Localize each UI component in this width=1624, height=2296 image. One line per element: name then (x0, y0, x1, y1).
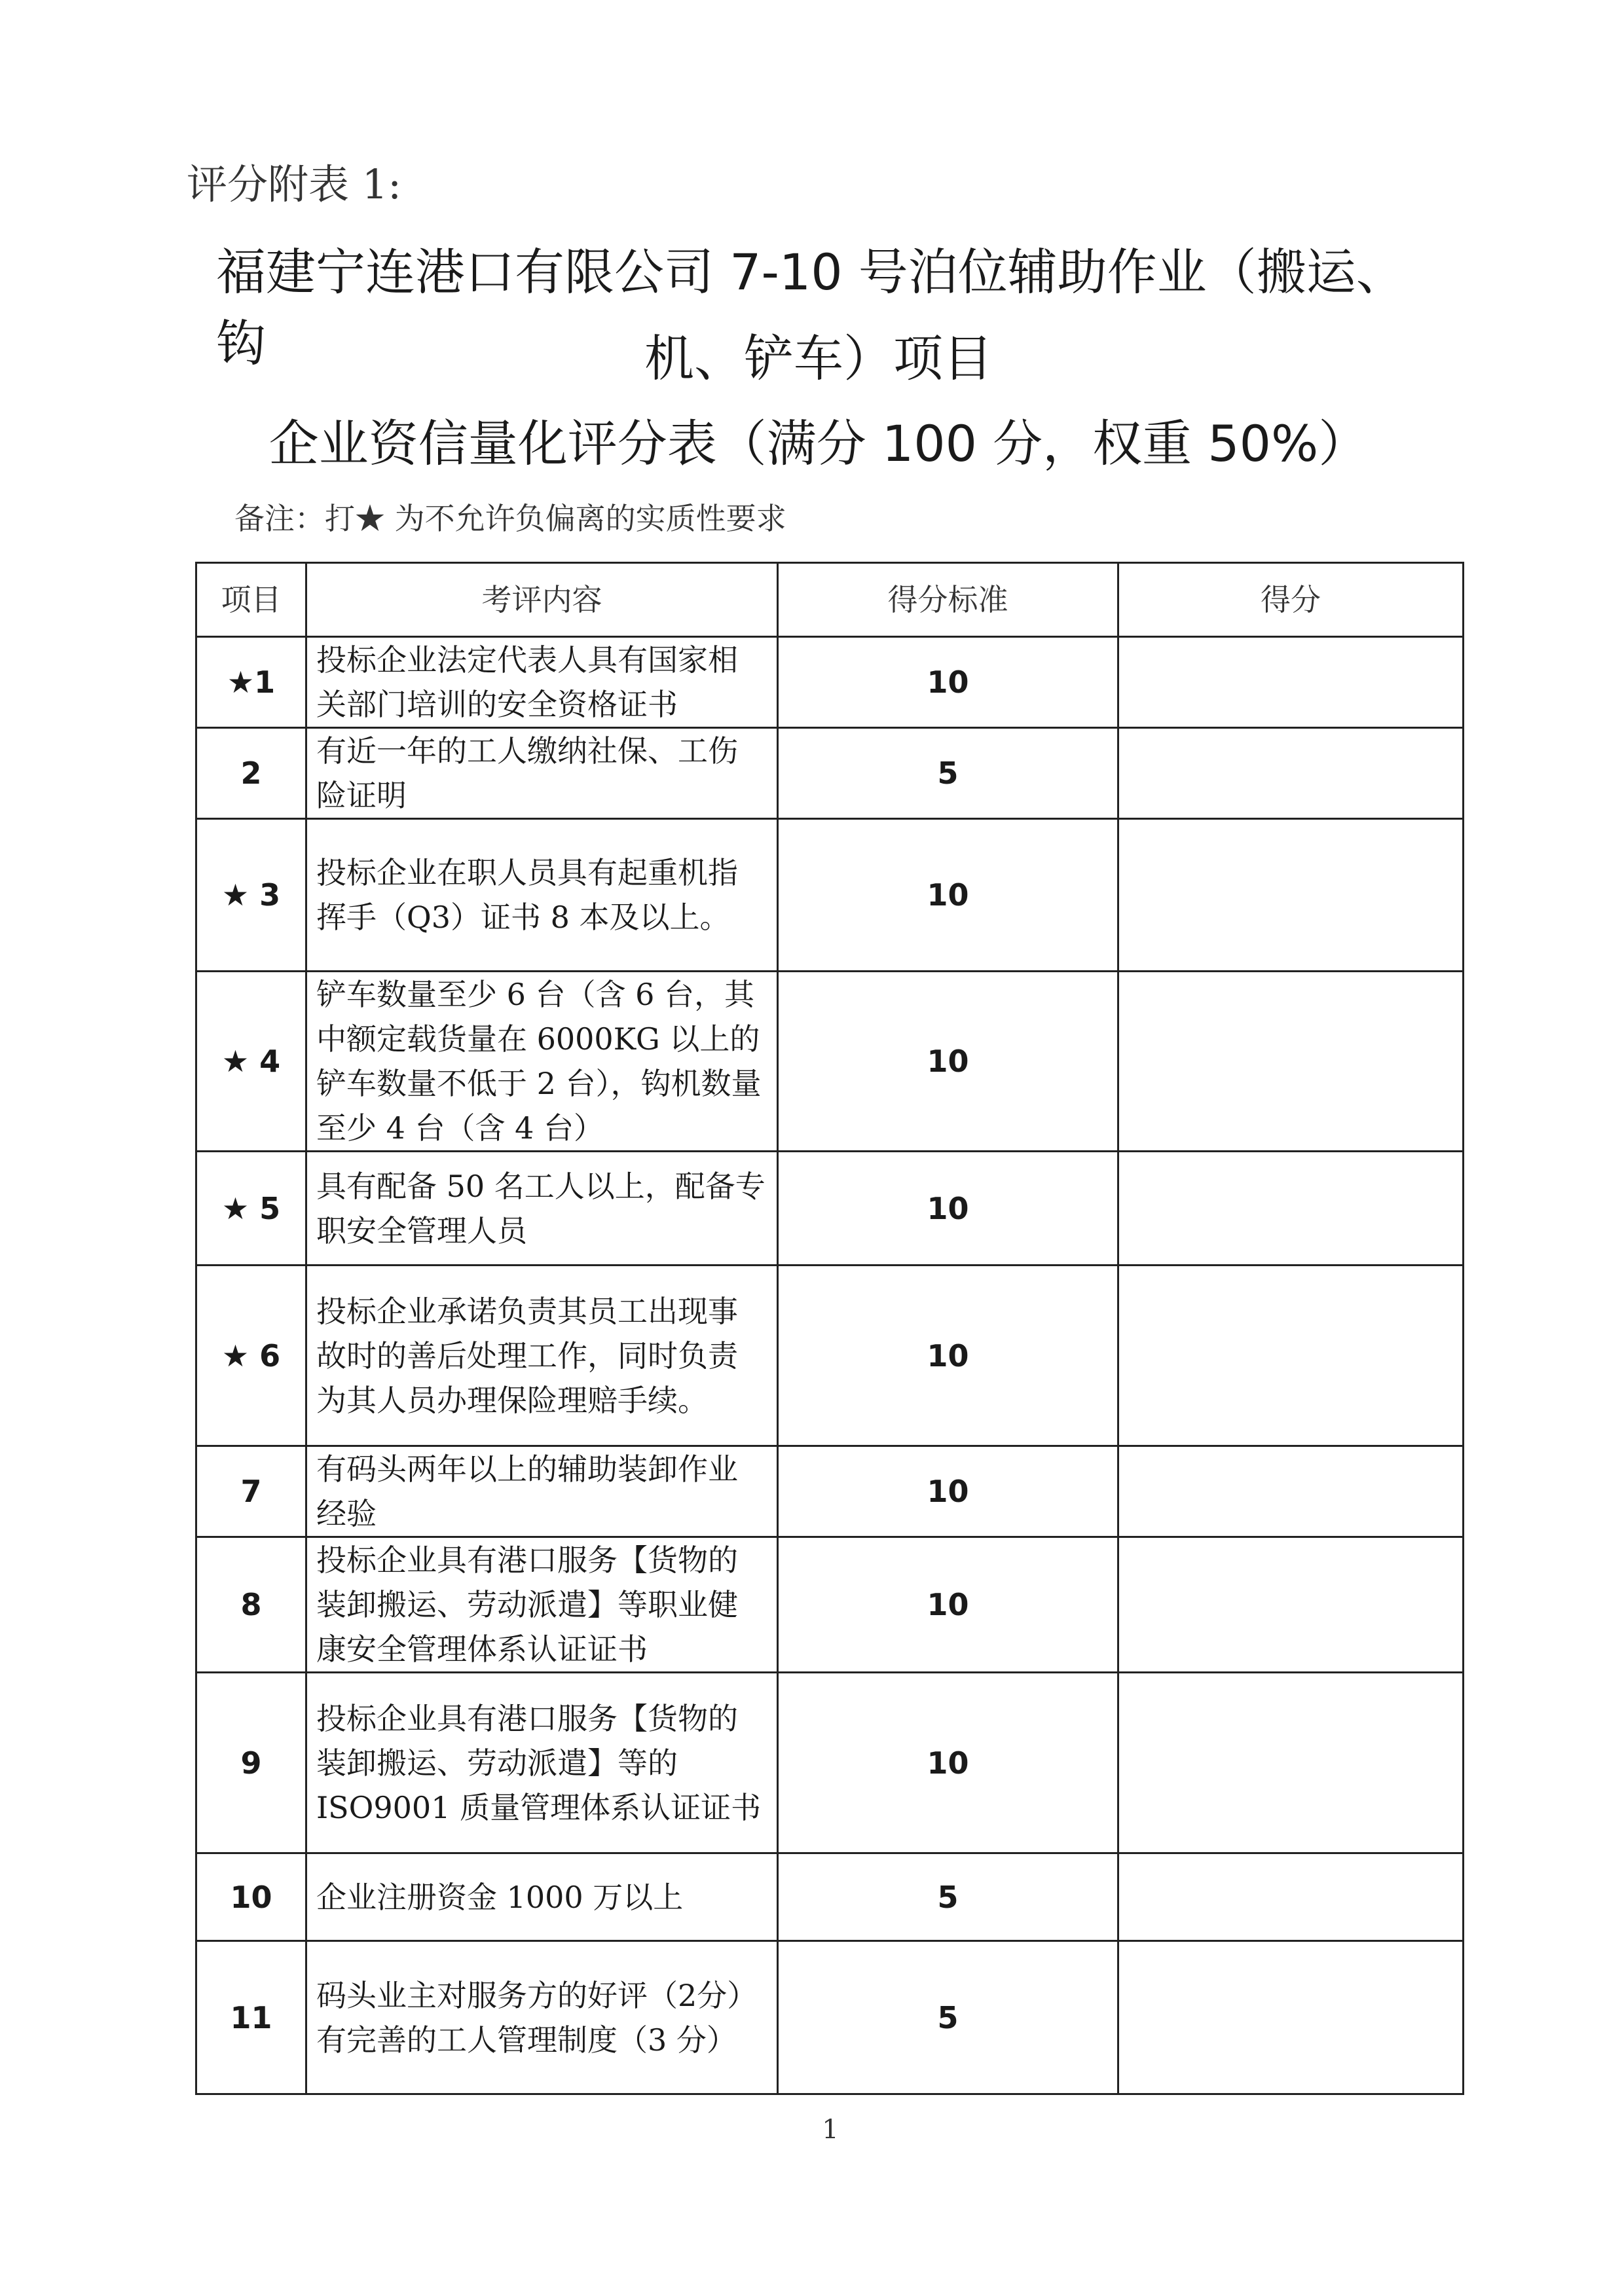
score-standard: 10 (778, 1446, 1118, 1537)
score-cell[interactable] (1118, 972, 1464, 1152)
evaluation-content: 企业注册资金 1000 万以上 (306, 1853, 778, 1941)
table-row (196, 1537, 1464, 1673)
header-standard: 得分标准 (778, 563, 1118, 637)
table-row (196, 972, 1464, 1152)
table-row (196, 819, 1464, 972)
item-number: ★ 6 (196, 1266, 306, 1446)
evaluation-content: 码头业主对服务方的好评（2分）有完善的工人管理制度（3 分） (306, 1941, 778, 2094)
item-number: 2 (196, 728, 306, 819)
evaluation-content: 铲车数量至少 6 台（含 6 台，其中额定载货量在 6000KG 以上的铲车数量不低于 2 台），钩机数量至少 4 台（含 4 台） (306, 972, 778, 1152)
score-standard: 10 (778, 1673, 1118, 1853)
item-number: ★1 (196, 637, 306, 728)
score-standard: 10 (778, 819, 1118, 972)
item-number: 10 (196, 1853, 306, 1941)
item-number: 7 (196, 1446, 306, 1537)
score-cell[interactable] (1118, 728, 1464, 819)
score-cell[interactable] (1118, 1537, 1464, 1673)
score-cell[interactable] (1118, 1853, 1464, 1941)
score-standard: 10 (778, 1537, 1118, 1673)
document-title-line-1: 福建宁连港口有限公司 7-10 号泊位辅助作业（搬运、钩 (216, 243, 1406, 373)
score-cell[interactable] (1118, 1446, 1464, 1537)
table-row (196, 1152, 1464, 1266)
item-number: ★ 4 (196, 972, 306, 1152)
score-standard: 5 (778, 1853, 1118, 1941)
evaluation-content: 投标企业承诺负责其员工出现事故时的善后处理工作，同时负责为其人员办理保险理赔手续。 (306, 1266, 778, 1446)
table-header-row (196, 563, 1464, 637)
evaluation-content: 具有配备 50 名工人以上，配备专职安全管理人员 (306, 1152, 778, 1266)
score-cell[interactable] (1118, 1152, 1464, 1266)
score-cell[interactable] (1118, 637, 1464, 728)
appendix-label: 评分附表 1: (187, 160, 402, 208)
score-standard: 10 (778, 637, 1118, 728)
requirement-note: 备注：打★ 为不允许负偏离的实质性要求 (234, 501, 786, 536)
item-number: ★ 5 (196, 1152, 306, 1266)
score-standard: 10 (778, 1266, 1118, 1446)
score-standard: 5 (778, 728, 1118, 819)
document-title-line-2: 机、铲车）项目 (644, 329, 993, 388)
header-content: 考评内容 (306, 563, 778, 637)
item-number: 11 (196, 1941, 306, 2094)
score-standard: 10 (778, 972, 1118, 1152)
score-cell[interactable] (1118, 819, 1464, 972)
table-row (196, 1853, 1464, 1941)
table-row (196, 1446, 1464, 1537)
evaluation-content: 投标企业法定代表人具有国家相关部门培训的安全资格证书 (306, 637, 778, 728)
table-row (196, 728, 1464, 819)
item-number: 8 (196, 1537, 306, 1673)
evaluation-content: 投标企业具有港口服务【货物的装卸搬运、劳动派遣】等的 ISO9001 质量管理体系认证证书 (306, 1673, 778, 1853)
header-score: 得分 (1118, 563, 1464, 637)
evaluation-content: 投标企业具有港口服务【货物的装卸搬运、劳动派遣】等职业健康安全管理体系认证证书 (306, 1537, 778, 1673)
score-cell[interactable] (1118, 1941, 1464, 2094)
score-standard: 5 (778, 1941, 1118, 2094)
evaluation-content: 投标企业在职人员具有起重机指挥手（Q3）证书 8 本及以上。 (306, 819, 778, 972)
item-number: 9 (196, 1673, 306, 1853)
item-number: ★ 3 (196, 819, 306, 972)
header-item: 项目 (196, 563, 306, 637)
table-row (196, 637, 1464, 728)
score-standard: 10 (778, 1152, 1118, 1266)
score-cell[interactable] (1118, 1266, 1464, 1446)
table-row (196, 1941, 1464, 2094)
table-row (196, 1266, 1464, 1446)
page-number: 1 (822, 2115, 839, 2145)
score-cell[interactable] (1118, 1673, 1464, 1853)
evaluation-content: 有近一年的工人缴纳社保、工伤险证明 (306, 728, 778, 819)
document-title-line-3: 企业资信量化评分表（满分 100 分，权重 50%） (268, 414, 1369, 473)
scoring-table (195, 562, 1464, 2095)
evaluation-content: 有码头两年以上的辅助装卸作业经验 (306, 1446, 778, 1537)
table-row (196, 1673, 1464, 1853)
